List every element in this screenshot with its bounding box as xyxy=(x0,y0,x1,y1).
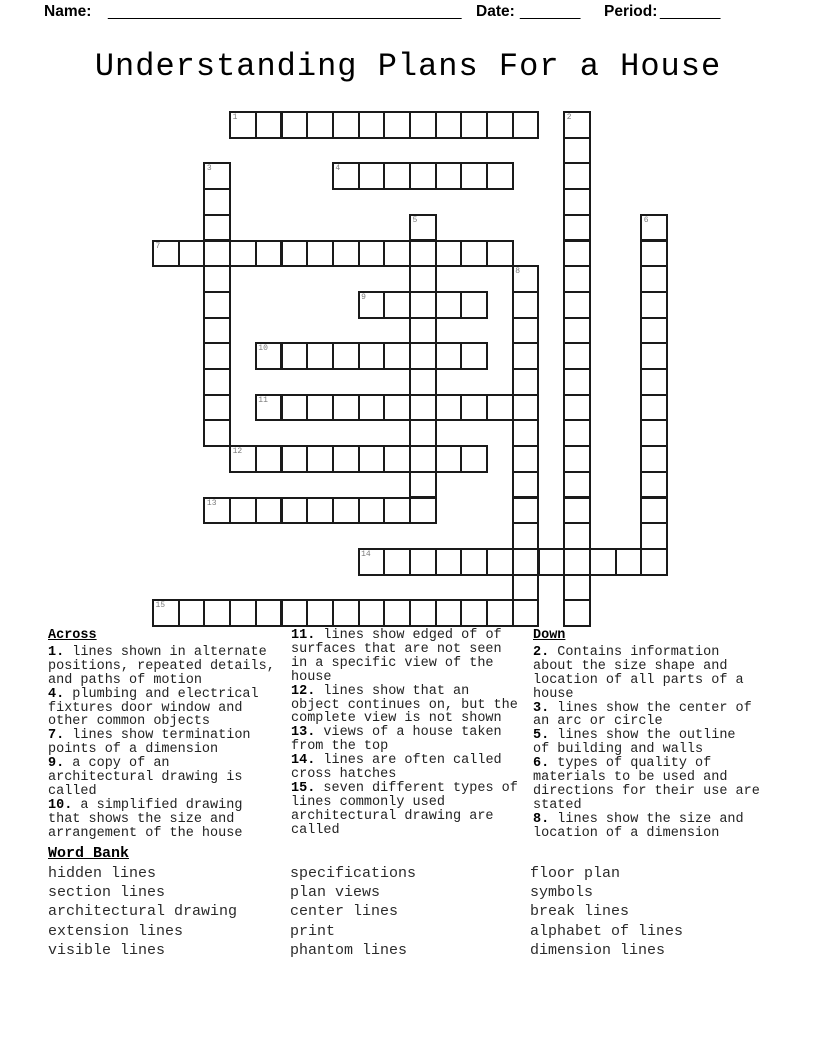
clue-number: 9. xyxy=(48,756,65,772)
word-bank-item: center lines xyxy=(290,903,399,921)
clue-3: 3. lines show the center of an arc or circle xyxy=(533,700,752,730)
grid-cell[interactable] xyxy=(332,599,360,627)
clue-number: 10. xyxy=(48,797,73,813)
word-bank-item: extension lines xyxy=(48,922,184,940)
word-bank-item: specifications xyxy=(290,865,417,882)
grid-cell[interactable] xyxy=(409,265,437,293)
grid-cell[interactable] xyxy=(460,240,488,268)
grid-cell[interactable] xyxy=(203,419,231,447)
across-heading: Across xyxy=(48,628,97,643)
grid-cell[interactable] xyxy=(460,548,488,576)
grid-cell[interactable] xyxy=(306,240,334,268)
grid-cell[interactable] xyxy=(281,599,309,627)
grid-cell[interactable] xyxy=(512,548,540,576)
grid-cell[interactable] xyxy=(640,471,668,499)
clue-8: 8. lines show the size and location of a dimension xyxy=(533,811,744,841)
grid-cell[interactable] xyxy=(563,162,591,190)
word-bank-item: hidden lines xyxy=(48,865,157,882)
grid-cell[interactable] xyxy=(255,497,283,525)
down-heading: Down xyxy=(533,628,566,643)
grid-cell[interactable] xyxy=(563,419,591,447)
grid-cell[interactable] xyxy=(512,342,540,370)
cell-number: 8 xyxy=(515,267,521,277)
clue-column-across-1 xyxy=(48,629,288,841)
grid-cell[interactable] xyxy=(306,497,334,525)
grid-cell[interactable] xyxy=(281,240,309,268)
grid-cell[interactable] xyxy=(358,111,386,139)
grid-cell[interactable] xyxy=(563,548,591,576)
grid-cell[interactable] xyxy=(563,574,591,602)
grid-cell[interactable] xyxy=(435,111,463,139)
grid-cell[interactable] xyxy=(563,471,591,499)
period-label: Period: xyxy=(604,3,658,20)
grid-cell[interactable] xyxy=(281,111,309,139)
grid-cell[interactable] xyxy=(409,599,437,627)
grid-cell[interactable] xyxy=(563,599,591,627)
clue-number: 13. xyxy=(291,725,316,741)
grid-cell[interactable] xyxy=(409,240,437,268)
grid-cell[interactable] xyxy=(281,342,309,370)
clue-5: 5. lines show the outline of building and walls xyxy=(533,728,736,758)
clue-number: 6. xyxy=(533,756,550,772)
grid-cell[interactable] xyxy=(203,240,231,268)
clue-12: 12. lines show that an object continues on, but the complete view is not shown xyxy=(291,683,518,727)
grid-cell[interactable] xyxy=(486,548,514,576)
grid-cell[interactable] xyxy=(203,599,231,627)
grid-cell[interactable] xyxy=(435,394,463,422)
cell-number: 6 xyxy=(643,215,649,225)
grid-cell[interactable] xyxy=(409,419,437,447)
date-blank[interactable]: _______ xyxy=(520,3,581,20)
grid-cell[interactable] xyxy=(460,445,488,473)
grid-cell[interactable] xyxy=(229,599,257,627)
clue-number: 14. xyxy=(291,753,316,769)
grid-cell[interactable] xyxy=(640,291,668,319)
crossword-grid xyxy=(152,111,669,628)
grid-cell[interactable] xyxy=(409,111,437,139)
grid-cell[interactable] xyxy=(512,317,540,345)
word-bank-column-1 xyxy=(48,864,237,960)
grid-cell[interactable] xyxy=(640,522,668,550)
clue-15: 15. seven different types of lines commonly used architectural drawing are called xyxy=(291,780,518,838)
grid-cell[interactable] xyxy=(640,368,668,396)
grid-cell[interactable] xyxy=(383,599,411,627)
grid-cell[interactable] xyxy=(409,497,437,525)
cell-number: 1 xyxy=(232,113,238,122)
grid-cell[interactable] xyxy=(435,240,463,268)
cell-number: 10 xyxy=(258,344,268,354)
grid-cell[interactable] xyxy=(486,394,514,422)
grid-cell[interactable] xyxy=(589,548,617,576)
grid-cell[interactable] xyxy=(383,394,411,422)
clue-number: 12. xyxy=(291,683,316,699)
grid-cell[interactable] xyxy=(563,497,591,525)
word-bank-item: print xyxy=(290,922,336,940)
grid-cell[interactable] xyxy=(512,111,540,139)
grid-cell[interactable] xyxy=(460,111,488,139)
clue-column-down xyxy=(533,629,778,841)
grid-cell[interactable] xyxy=(563,368,591,396)
clue-6: 6. types of quality of materials to be used and directions for their use are stated xyxy=(533,756,760,813)
cell-number: 13 xyxy=(206,498,217,508)
grid-cell[interactable] xyxy=(640,240,668,268)
grid-cell[interactable] xyxy=(563,342,591,370)
grid-cell[interactable] xyxy=(640,419,668,447)
grid-cell[interactable] xyxy=(178,599,206,627)
clue-number: 2. xyxy=(533,644,550,660)
grid-cell[interactable] xyxy=(640,548,668,576)
grid-cell[interactable] xyxy=(332,445,360,473)
cell-number: 3 xyxy=(206,164,212,174)
word-bank-item: floor plan xyxy=(530,865,621,882)
grid-cell[interactable] xyxy=(203,291,231,319)
grid-cell[interactable] xyxy=(563,445,591,473)
cell-number: 15 xyxy=(155,601,166,611)
name-blank[interactable]: _________________________________________ xyxy=(108,3,462,20)
grid-cell[interactable] xyxy=(203,317,231,345)
grid-cell[interactable] xyxy=(383,342,411,370)
word-bank-column-3 xyxy=(530,864,683,960)
grid-cell[interactable] xyxy=(486,599,514,627)
grid-cell[interactable] xyxy=(512,419,540,447)
grid-cell[interactable] xyxy=(512,394,540,422)
cell-number: 5 xyxy=(412,215,418,225)
grid-cell[interactable] xyxy=(255,111,283,139)
grid-cell[interactable] xyxy=(255,599,283,627)
grid-cell[interactable] xyxy=(383,548,411,576)
period-blank[interactable]: _______ xyxy=(660,3,721,20)
grid-cell[interactable] xyxy=(178,240,206,268)
grid-cell[interactable] xyxy=(358,445,386,473)
clue-number: 4. xyxy=(48,686,65,702)
grid-cell[interactable] xyxy=(512,368,540,396)
grid-cell[interactable] xyxy=(409,291,437,319)
grid-cell[interactable] xyxy=(383,111,411,139)
clue-14: 14. lines are often called cross hatches xyxy=(291,753,502,783)
grid-cell[interactable] xyxy=(332,111,360,139)
grid-cell[interactable] xyxy=(383,445,411,473)
clue-number: 7. xyxy=(48,728,65,744)
grid-cell[interactable] xyxy=(281,497,309,525)
grid-cell[interactable] xyxy=(563,188,591,216)
grid-cell[interactable] xyxy=(255,240,283,268)
grid-cell[interactable] xyxy=(203,368,231,396)
grid-cell[interactable] xyxy=(615,548,643,576)
grid-cell[interactable] xyxy=(460,342,488,370)
grid-cell[interactable] xyxy=(383,162,411,190)
grid-cell[interactable] xyxy=(409,445,437,473)
grid-cell[interactable] xyxy=(563,240,591,268)
grid-cell[interactable] xyxy=(486,162,514,190)
page-title: Understanding Plans For a House xyxy=(94,48,722,85)
grid-cell[interactable] xyxy=(332,240,360,268)
cell-number: 2 xyxy=(566,113,572,122)
grid-cell[interactable] xyxy=(203,394,231,422)
grid-cell[interactable] xyxy=(203,188,231,216)
grid-cell[interactable] xyxy=(358,162,386,190)
word-bank-item: alphabet of lines xyxy=(530,922,684,940)
grid-cell[interactable] xyxy=(435,342,463,370)
grid-cell[interactable] xyxy=(229,497,257,525)
grid-cell[interactable] xyxy=(435,162,463,190)
clue-2: 2. Contains information about the size shape and location of all parts of a house xyxy=(533,644,744,702)
word-bank-item: architectural drawing xyxy=(48,903,238,921)
grid-cell[interactable] xyxy=(409,548,437,576)
grid-cell[interactable] xyxy=(306,445,334,473)
grid-cell[interactable] xyxy=(563,522,591,550)
grid-cell[interactable] xyxy=(409,342,437,370)
grid-cell[interactable] xyxy=(640,265,668,293)
grid-cell[interactable] xyxy=(640,497,668,525)
word-bank-item: phantom lines xyxy=(290,941,408,959)
word-bank-item: section lines xyxy=(48,884,166,902)
grid-cell[interactable] xyxy=(435,599,463,627)
cell-number: 12 xyxy=(232,447,243,457)
grid-cell[interactable] xyxy=(409,162,437,190)
grid-cell[interactable] xyxy=(460,291,488,319)
grid-cell[interactable] xyxy=(203,214,231,242)
clue-10: 10. a simplified drawing that shows the size and arrangement of the house xyxy=(48,797,243,841)
word-bank-item: plan views xyxy=(290,884,381,902)
clue-11: 11. lines show edged of of surfaces that are not seen in a specific view of the house xyxy=(291,628,502,685)
grid-cell[interactable] xyxy=(409,368,437,396)
grid-cell[interactable] xyxy=(563,317,591,345)
clue-number: 15. xyxy=(291,780,316,796)
grid-cell[interactable] xyxy=(383,240,411,268)
cell-number: 11 xyxy=(258,395,268,405)
grid-cell[interactable] xyxy=(332,342,360,370)
grid-cell[interactable] xyxy=(512,522,540,550)
cell-number: 14 xyxy=(361,549,371,559)
grid-cell[interactable] xyxy=(563,265,591,293)
grid-cell[interactable] xyxy=(255,445,283,473)
cell-number: 7 xyxy=(155,241,161,251)
grid-cell[interactable] xyxy=(512,471,540,499)
grid-cell[interactable] xyxy=(640,394,668,422)
grid-cell[interactable] xyxy=(512,599,540,627)
clue-number: 11. xyxy=(291,628,316,643)
grid-cell[interactable] xyxy=(409,471,437,499)
clue-number: 1. xyxy=(48,644,65,660)
grid-cell[interactable] xyxy=(358,599,386,627)
grid-cell[interactable] xyxy=(460,162,488,190)
grid-cell[interactable] xyxy=(435,445,463,473)
grid-cell[interactable] xyxy=(512,291,540,319)
grid-cell[interactable] xyxy=(460,394,488,422)
clue-column-across-2 xyxy=(291,629,533,838)
grid-cell[interactable] xyxy=(358,342,386,370)
grid-cell[interactable] xyxy=(383,291,411,319)
grid-cell[interactable] xyxy=(435,291,463,319)
grid-cell[interactable] xyxy=(563,291,591,319)
grid-cell[interactable] xyxy=(332,497,360,525)
word-bank-item: break lines xyxy=(530,903,630,921)
grid-cell[interactable] xyxy=(486,240,514,268)
clue-13: 13. views of a house taken from the top xyxy=(291,725,502,755)
clue-1: 1. lines shown in alternate positions, repeated details, and paths of motion xyxy=(48,644,275,688)
grid-cell[interactable] xyxy=(306,394,334,422)
grid-cell[interactable] xyxy=(306,599,334,627)
grid-cell[interactable] xyxy=(538,548,566,576)
grid-cell[interactable] xyxy=(306,342,334,370)
grid-cell[interactable] xyxy=(640,445,668,473)
grid-cell[interactable] xyxy=(640,317,668,345)
word-bank-item: dimension lines xyxy=(530,941,666,959)
clue-7: 7. lines show termination points of a dimension xyxy=(48,728,251,758)
grid-cell[interactable] xyxy=(409,394,437,422)
cell-number: 4 xyxy=(335,164,341,174)
grid-cell[interactable] xyxy=(435,548,463,576)
grid-cell[interactable] xyxy=(332,394,360,422)
word-bank-item: symbols xyxy=(530,884,594,902)
grid-cell[interactable] xyxy=(281,394,309,422)
clue-9: 9. a copy of an architectural drawing is called xyxy=(48,756,243,799)
grid-cell[interactable] xyxy=(486,111,514,139)
grid-cell[interactable] xyxy=(640,342,668,370)
grid-cell[interactable] xyxy=(229,240,257,268)
grid-cell[interactable] xyxy=(409,317,437,345)
grid-cell[interactable] xyxy=(383,497,411,525)
grid-cell[interactable] xyxy=(203,265,231,293)
name-label: Name: xyxy=(44,3,92,20)
clue-number: 3. xyxy=(533,700,550,716)
date-label: Date: xyxy=(476,3,515,20)
grid-cell[interactable] xyxy=(281,445,309,473)
word-bank-item: visible lines xyxy=(48,941,166,959)
clue-number: 8. xyxy=(533,811,550,827)
grid-cell[interactable] xyxy=(512,445,540,473)
clue-number: 5. xyxy=(533,728,550,744)
word-bank-heading: Word Bank xyxy=(48,845,130,862)
grid-cell[interactable] xyxy=(512,574,540,602)
cell-number: 9 xyxy=(361,292,366,302)
clue-4: 4. plumbing and electrical fixtures door window and other common objects xyxy=(48,686,259,730)
grid-cell[interactable] xyxy=(358,497,386,525)
grid-cell[interactable] xyxy=(358,240,386,268)
grid-cell[interactable] xyxy=(512,497,540,525)
grid-cell[interactable] xyxy=(358,394,386,422)
grid-cell[interactable] xyxy=(563,214,591,242)
grid-cell[interactable] xyxy=(203,342,231,370)
grid-cell[interactable] xyxy=(563,394,591,422)
grid-cell[interactable] xyxy=(563,137,591,165)
grid-cell[interactable] xyxy=(306,111,334,139)
grid-cell[interactable] xyxy=(460,599,488,627)
word-bank-column-2 xyxy=(290,864,416,960)
